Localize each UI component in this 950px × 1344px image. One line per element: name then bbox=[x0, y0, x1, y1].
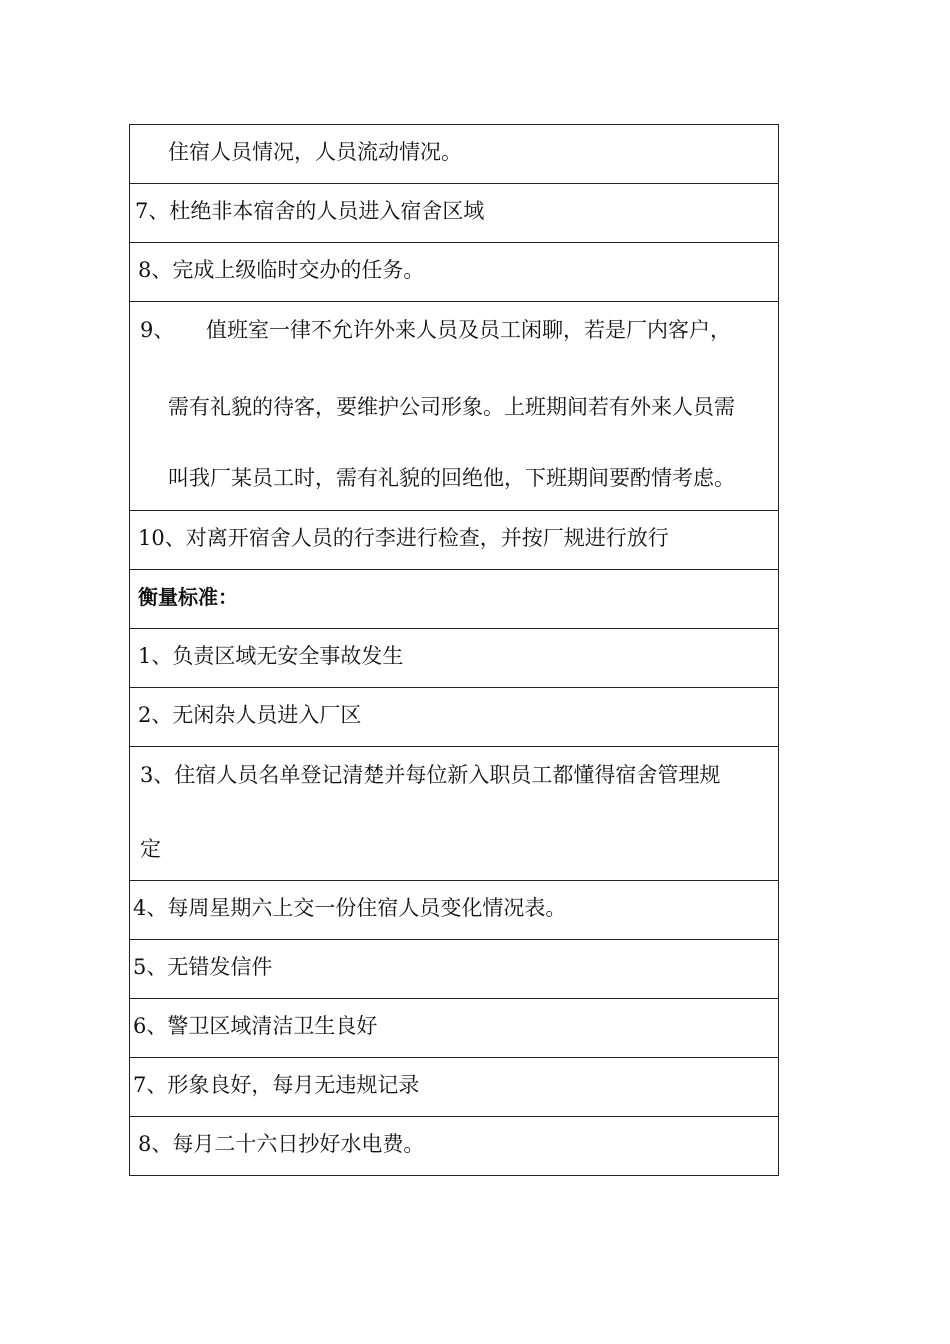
duty-item-9-line-3: 叫我厂某员工时，需有礼貌的回绝他，下班期间要酌情考虑。 bbox=[168, 466, 735, 490]
duty-item-8: 8、完成上级临时交办的任务。 bbox=[138, 258, 425, 282]
table-cell bbox=[130, 570, 779, 629]
duty-item-9-line-2: 需有礼貌的待客，要维护公司形象。上班期间若有外来人员需 bbox=[168, 395, 735, 419]
duty-continuation-text: 住宿人员情况，人员流动情况。 bbox=[168, 140, 462, 164]
standard-item-6: 6、警卫区域清洁卫生良好 bbox=[133, 1014, 378, 1038]
standard-item-5: 5、无错发信件 bbox=[133, 955, 273, 979]
table-cell bbox=[130, 125, 779, 184]
table-row bbox=[130, 881, 779, 940]
table-row bbox=[130, 302, 779, 511]
table-row bbox=[130, 243, 779, 302]
table-cell bbox=[130, 1058, 779, 1117]
table-row bbox=[130, 570, 779, 629]
standard-item-7: 7、形象良好，每月无违规记录 bbox=[133, 1073, 420, 1097]
standard-item-4: 4、每周星期六上交一份住宿人员变化情况表。 bbox=[133, 896, 567, 920]
table-row bbox=[130, 999, 779, 1058]
table-row bbox=[130, 629, 779, 688]
duty-item-9-number: 9、 bbox=[140, 318, 175, 342]
table-row bbox=[130, 688, 779, 747]
table-row bbox=[130, 747, 779, 881]
table-cell bbox=[130, 302, 779, 511]
table-cell bbox=[130, 511, 779, 570]
table-row bbox=[130, 1058, 779, 1117]
table-cell bbox=[130, 184, 779, 243]
duty-item-9-line-1: 值班室一律不允许外来人员及员工闲聊，若是厂内客户， bbox=[206, 318, 731, 342]
table-cell bbox=[130, 243, 779, 302]
table-row bbox=[130, 184, 779, 243]
table-row bbox=[130, 940, 779, 999]
table-row bbox=[130, 125, 779, 184]
table-row bbox=[130, 511, 779, 570]
table-cell bbox=[130, 629, 779, 688]
table-row bbox=[130, 1117, 779, 1176]
table-cell bbox=[130, 881, 779, 940]
standards-heading: 衡量标准： bbox=[138, 585, 238, 609]
table-cell bbox=[130, 940, 779, 999]
duty-item-7: 7、杜绝非本宿舍的人员进入宿舍区域 bbox=[135, 199, 485, 223]
standard-item-2: 2、无闲杂人员进入厂区 bbox=[138, 703, 362, 727]
standard-item-1: 1、负责区域无安全事故发生 bbox=[138, 644, 404, 668]
standard-item-3-line-1: 3、住宿人员名单登记清楚并每位新入职员工都懂得宿舍管理规 bbox=[140, 763, 721, 787]
standard-item-8: 8、每月二十六日抄好水电费。 bbox=[138, 1132, 425, 1156]
table-cell bbox=[130, 999, 779, 1058]
duties-standards-table bbox=[129, 124, 779, 1176]
standard-item-3-line-2: 定 bbox=[140, 837, 161, 861]
table-cell bbox=[130, 1117, 779, 1176]
table-cell bbox=[130, 688, 779, 747]
table-cell bbox=[130, 747, 779, 881]
duty-item-10: 10、对离开宿舍人员的行李进行检查，并按厂规进行放行 bbox=[138, 526, 669, 550]
